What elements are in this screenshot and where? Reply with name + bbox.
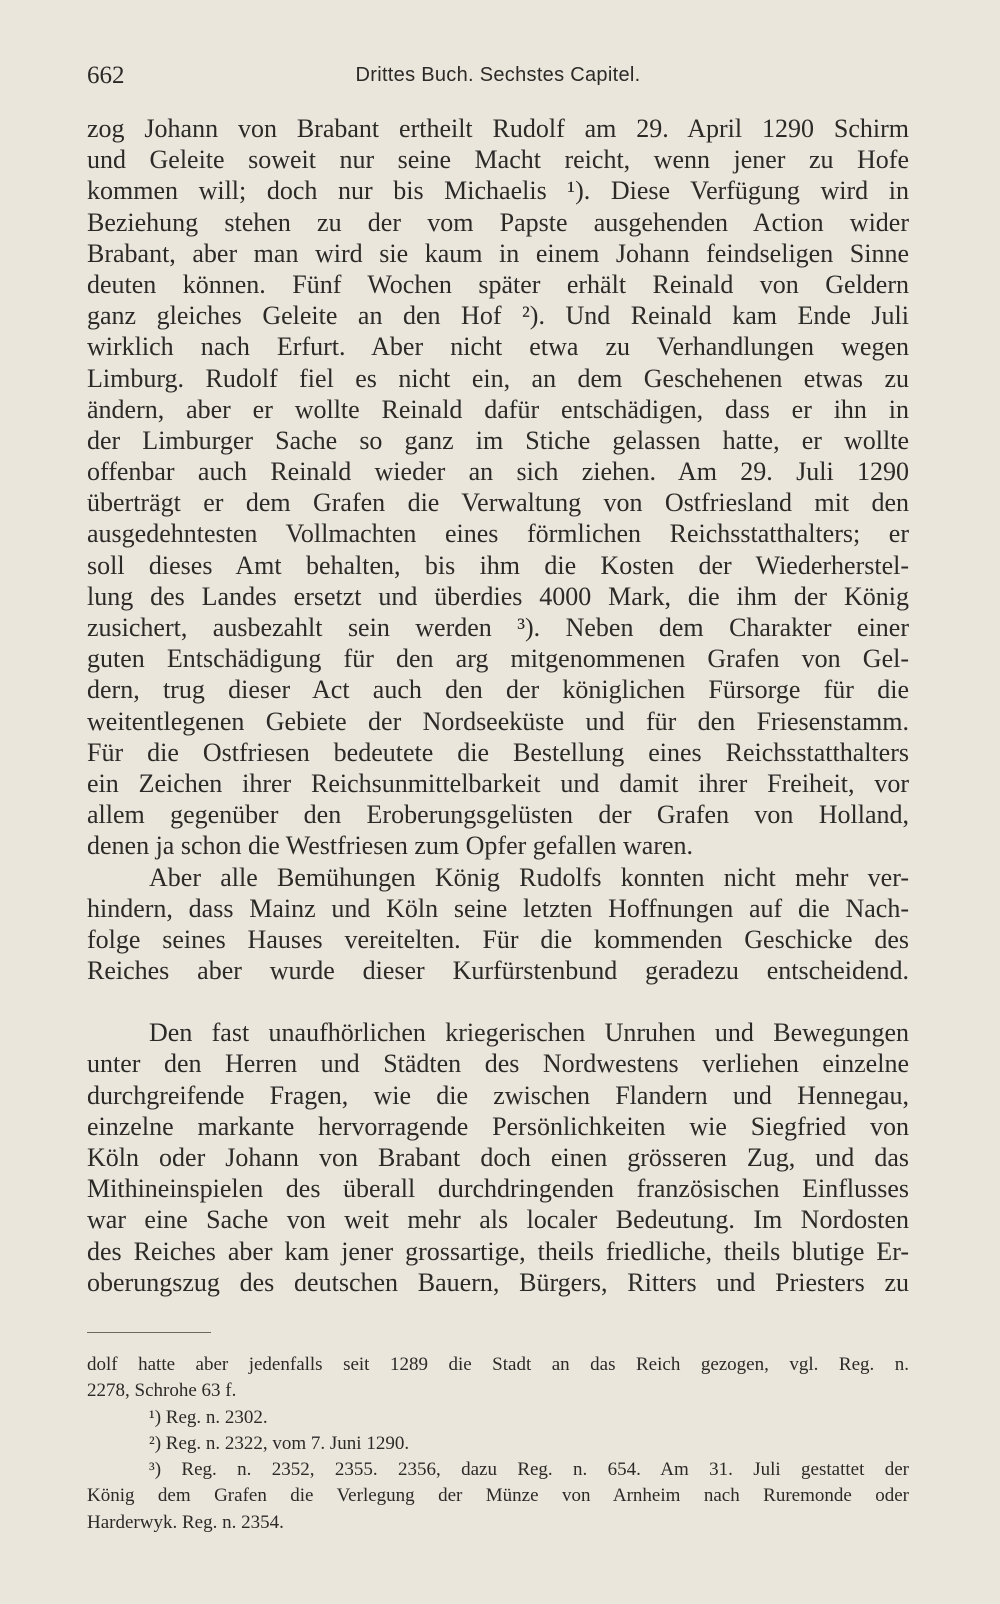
body-line: unter den Herren und Städten des Nordwestens verliehen einzelne <box>87 1049 909 1079</box>
footnotes <box>87 1352 909 1536</box>
body-line: des Reiches aber kam jener grossartige, theils friedliche, theils blutige Er- <box>87 1236 909 1266</box>
body-line: Den fast unaufhörlichen kriegerischen Unruhen und Bewegungen <box>149 1018 909 1048</box>
body-line: allem gegenüber den Eroberungsgelüsten der Grafen von Holland, <box>87 800 909 830</box>
body-line: überträgt er dem Grafen die Verwaltung von Ostfriesland mit den <box>87 488 909 518</box>
body-line: Beziehung stehen zu der vom Papste ausgehenden Action wider <box>87 207 909 237</box>
body-line: dern, trug dieser Act auch den der königlichen Fürsorge für die <box>87 675 909 705</box>
footnote-line: ²) Reg. n. 2322, vom 7. Juni 1290. <box>149 1432 410 1454</box>
body-line: durchgreifende Fragen, wie die zwischen Flandern und Hennegau, <box>87 1080 909 1110</box>
body-line: einzelne markante hervorragende Persönlichkeiten wie Siegfried von <box>87 1111 909 1141</box>
footnote-line: ³) Reg. n. 2352, 2355. 2356, dazu Reg. n. 654. Am 31. Juli gestattet der <box>149 1459 909 1481</box>
body-line: war eine Sache von weit mehr als localer Bedeutung. Im Nordosten <box>87 1205 909 1235</box>
running-title: Drittes Buch. Sechstes Capitel. <box>355 64 641 86</box>
body-line: deuten können. Fünf Wochen später erhält Reinald von Geldern <box>87 269 909 299</box>
body-line: zog Johann von Brabant ertheilt Rudolf am 29. April 1290 Schirm <box>87 114 909 143</box>
footnote-line: dolf hatte aber jedenfalls seit 1289 die Stadt an das Reich gezogen, vgl. Reg. n. <box>87 1354 909 1375</box>
body-line: Mithineinspielen des überall durchdringenden französischen Einflusses <box>87 1174 909 1204</box>
footnote-line: ¹) Reg. n. 2302. <box>149 1406 268 1428</box>
footnote-divider <box>87 1332 211 1333</box>
body-line: guten Entschädigung für den arg mitgenommenen Grafen von Gel- <box>87 644 909 674</box>
page-number: 662 <box>87 62 125 89</box>
body-line: Aber alle Bemühungen König Rudolfs konnten nicht mehr ver- <box>149 862 909 892</box>
body-line: ausgedehntesten Vollmachten eines förmlichen Reichsstatthalters; er <box>87 519 909 549</box>
footnote-line: Harderwyk. Reg. n. 2354. <box>87 1511 284 1533</box>
body-line: oberungszug des deutschen Bauern, Bürgers, Ritters und Priesters zu <box>87 1267 909 1297</box>
body-line: offenbar auch Reinald wieder an sich ziehen. Am 29. Juli 1290 <box>87 457 909 487</box>
body-line: ganz gleiches Geleite an den Hof ²). Und Reinald kam Ende Juli <box>87 301 909 331</box>
body-text <box>87 113 909 1298</box>
section-gap <box>87 986 909 1017</box>
body-line: denen ja schon die Westfriesen zum Opfer gefallen waren. <box>87 831 694 861</box>
body-line: hindern, dass Mainz und Köln seine letzten Hoffnungen auf die Nach- <box>87 893 909 923</box>
body-line: soll dieses Amt behalten, bis ihm die Kosten der Wiederherstel- <box>87 550 909 580</box>
body-line: ändern, aber er wollte Reinald dafür entschädigen, dass er ihn in <box>87 394 909 424</box>
body-line: ein Zeichen ihrer Reichsunmittelbarkeit und damit ihrer Freiheit, vor <box>87 768 909 798</box>
page-header <box>87 62 909 98</box>
body-line: weitentlegenen Gebiete der Nordseeküste und für den Friesenstamm. <box>87 706 909 736</box>
body-line: zusichert, ausbezahlt sein werden ³). Neben dem Charakter einer <box>87 613 909 642</box>
body-line: kommen will; doch nur bis Michaelis ¹). Diese Verfügung wird in <box>87 176 909 206</box>
body-line: Brabant, aber man wird sie kaum in einem Johann feindseligen Sinne <box>87 238 909 268</box>
body-line: Reiches aber wurde dieser Kurfürstenbund geradezu entscheidend. <box>87 956 909 986</box>
body-line: Für die Ostfriesen bedeutete die Bestellung eines Reichsstatthalters <box>87 737 909 767</box>
body-line: folge seines Hauses vereitelten. Für die kommenden Geschicke des <box>87 924 909 954</box>
footnote-line: König dem Grafen die Verlegung der Münze von Arnheim nach Ruremonde oder <box>87 1485 909 1507</box>
body-line: Limburg. Rudolf fiel es nicht ein, an dem Geschehenen etwas zu <box>87 363 909 393</box>
body-line: lung des Landes ersetzt und überdies 4000 Mark, die ihm der König <box>87 581 909 611</box>
body-line: Köln oder Johann von Brabant doch einen grösseren Zug, und das <box>87 1143 909 1172</box>
body-line: der Limburger Sache so ganz im Stiche gelassen hatte, er wollte <box>87 425 909 455</box>
footnote-line: 2278, Schrohe 63 f. <box>87 1380 237 1402</box>
body-line: wirklich nach Erfurt. Aber nicht etwa zu Verhandlungen wegen <box>87 332 909 362</box>
body-line: und Geleite soweit nur seine Macht reicht, wenn jener zu Hofe <box>87 145 909 175</box>
